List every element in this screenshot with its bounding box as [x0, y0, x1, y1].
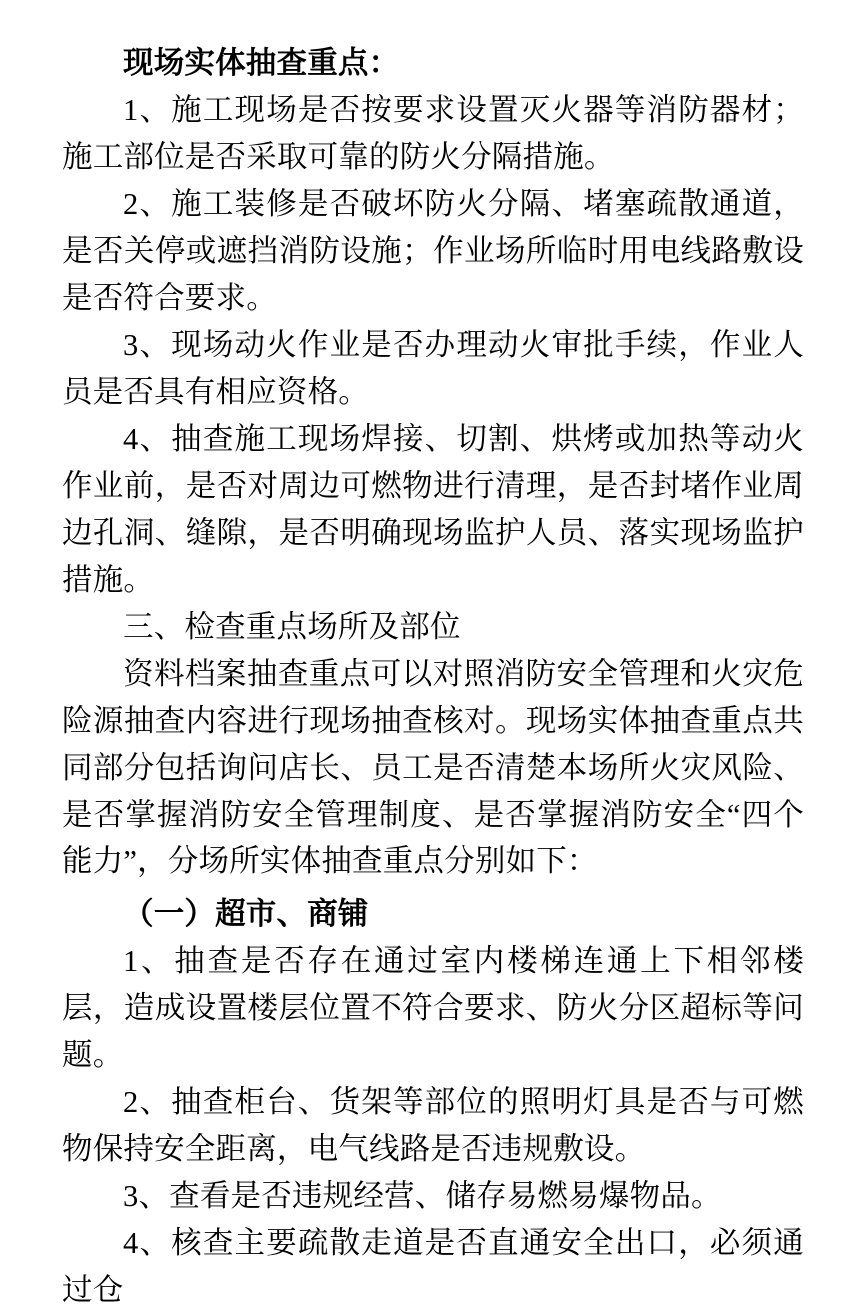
section-heading: 现场实体抽查重点： [123, 46, 400, 80]
supermarket-item-2: 2、抽查柜台、货架等部位的照明灯具是否与可燃物保持安全距离，电气线路是否违规敷设。 [62, 1085, 804, 1167]
supermarket-item-4: 4、核查主要疏散走道是否直通安全出口，必须通过仓 [62, 1226, 804, 1308]
section-three-title: 三、检查重点场所及部位 [123, 609, 461, 644]
paragraph-item-4: 4、抽查施工现场焊接、切割、烘烤或加热等动火作业前，是否对周边可燃物进行清理，是否封堵作业周边孔洞、缝隙，是否明确现场监护人员、落实现场监护措施。 [62, 421, 804, 597]
supermarket-item-3: 3、查看是否违规经营、储存易燃易爆物品。 [123, 1179, 722, 1214]
document-body [62, 40, 804, 1314]
paragraph-item-3: 3、现场动火作业是否办理动火审批手续，作业人员是否具有相应资格。 [62, 327, 804, 409]
subsection-heading-supermarket: （一）超市、商铺 [123, 897, 369, 932]
section-three-intro: 资料档案抽查重点可以对照消防安全管理和火灾危险源抽查内容进行现场抽查核对。现场实体抽查重点共同部分包括询问店长、员工是否清楚本场所火灾风险、是否掌握消防安全管理制度、是否掌握消防安全“四个能力”，分场所实体抽查重点分别如下： [62, 656, 804, 879]
supermarket-item-1: 1、抽查是否存在通过室内楼梯连通上下相邻楼层，造成设置楼层位置不符合要求、防火分区超标等问题。 [62, 944, 804, 1073]
paragraph-item-1: 1、施工现场是否按要求设置灭火器等消防器材；施工部位是否采取可靠的防火分隔措施。 [62, 92, 804, 174]
paragraph-item-2: 2、施工装修是否破坏防火分隔、堵塞疏散通道，是否关停或遮挡消防设施；作业场所临时用电线路敷设是否符合要求。 [62, 186, 804, 315]
